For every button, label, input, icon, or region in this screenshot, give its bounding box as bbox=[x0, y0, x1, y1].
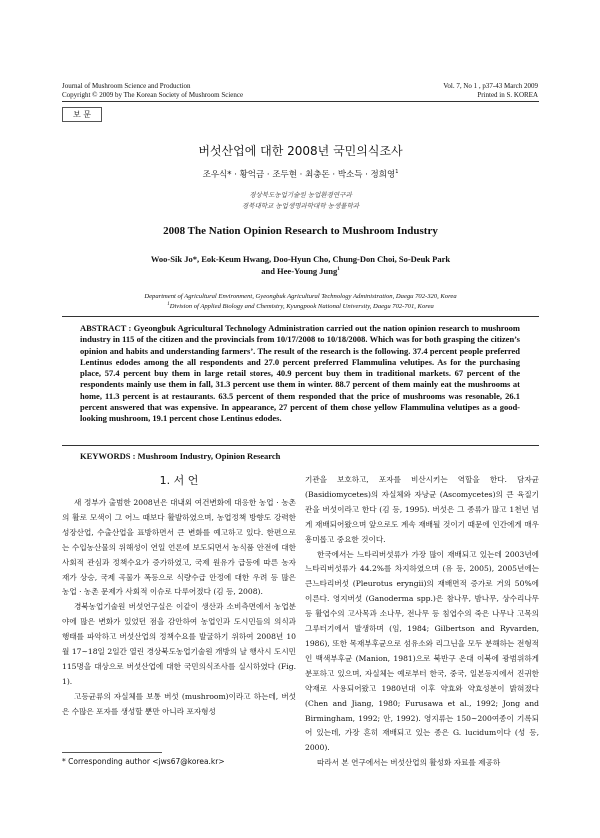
footnote: * Corresponding author <jws67@korea.kr> bbox=[62, 757, 225, 766]
journal-name: Journal of Mushroom Science and Production bbox=[62, 82, 191, 90]
korean-authors-text: 조우식* · 황억금 · 조두현 · 최충돈 · 박소득 · 정희영 bbox=[202, 170, 396, 180]
korean-title: 버섯산업에 대한 2008년 국민의식조사 bbox=[198, 144, 403, 158]
english-affil-2-text: Division of Applied Biology and Chemistry, Kyungpook National University, Daegu 702-701, Korea bbox=[169, 303, 434, 311]
left-paragraph-1: 새 정부가 출범한 2008년은 대내외 여건변화에 대응한 농업 · 농촌의 활로 모색이 그 어느 때보다 활발하였으며, 농업정책 방향도 강력한 성장산업, 수출산업을 표방하면서 큰 변화를 예고하고 있다. 한편으로는 수입농산물의 위해성이 연일 언론에 보도되면서 농식품 안전에 대한 사회적 관심과 정책수요가 증가하였고, 국제 원유가 급등에 따른 농자재가 상승, 국제 곡물가 폭등으로 식량수급 안정에 대한 우려 등 많은 농업 · 농촌 문제가 사회적 이슈로 다루어졌다 (김 등, 2008). bbox=[62, 498, 296, 597]
header-rule bbox=[62, 101, 539, 102]
english-affil-2-sup: 1 bbox=[167, 302, 170, 307]
left-column bbox=[62, 496, 296, 720]
volume-info: Vol. 7, No 1 , p37-43 March 2009 bbox=[443, 82, 538, 90]
abstract-bottom-rule bbox=[62, 445, 539, 446]
left-paragraph-3: 고등균류의 자실체를 보통 버섯 (mushroom)이라고 하는데, 버섯은 수많은 포자를 생성할 뿐만 아니라 포자형성 bbox=[62, 691, 296, 716]
footnote-rule bbox=[62, 752, 162, 753]
right-paragraph-1: 기관을 보호하고, 포자를 비산시키는 역할을 한다. 담자균 (Basidiomycetes)의 자실체와 자낭균 (Ascomycetes)의 큰 육질기관을 버섯이라고 한다 (김 등, 1995). 버섯은 그 종류가 많고 1천년 넘게 재배되어왔으며 앞으로도 계속 재배될 것이기 때문에 인간에게 매우 흥미롭고 중요한 것이다. bbox=[305, 475, 539, 544]
copyright: Copyright © 2009 by The Korean Society of Mushroom Science bbox=[62, 91, 244, 99]
korean-affil-2: 경북대학교 농업생명과학대학 농생물학과 bbox=[241, 202, 360, 210]
section-heading: 1. 서 언 bbox=[159, 474, 199, 487]
english-authors-line2 bbox=[62, 266, 539, 276]
right-paragraph-3: 따라서 본 연구에서는 버섯산업의 활성화 자료를 제공하 bbox=[317, 758, 501, 768]
english-title: 2008 The Nation Opinion Research to Mushroom Industry bbox=[163, 225, 438, 237]
english-affil-2 bbox=[62, 302, 539, 310]
article-type-badge: 보 문 bbox=[62, 107, 102, 122]
korean-authors bbox=[62, 168, 539, 180]
korean-authors-sup: 1 bbox=[395, 169, 399, 176]
keywords: KEYWORDS : Mushroom Industry, Opinion Research bbox=[80, 451, 281, 461]
english-affil-1: Department of Agricultural Environment, Gyeongbuk Agricultural Technology Administration, Daegu 702-320, Korea bbox=[144, 293, 457, 300]
english-authors-line2-text: and Hee-Young Jung bbox=[261, 266, 338, 276]
printed-in: Printed in S. KOREA bbox=[477, 91, 538, 99]
abstract-top-rule bbox=[62, 316, 539, 317]
korean-affil-1: 경상북도농업기술원 농업환경연구과 bbox=[249, 191, 352, 199]
english-authors-sup: 1 bbox=[337, 267, 340, 273]
left-paragraph-2: 경북농업기술원 버섯연구실은 이같이 생산과 소비측면에서 농업분야에 많은 변화가 있었던 점을 감안하여 농업인과 도시민들의 의식과 행태를 파악하고 버섯산업의 정책수요를 발굴하기 위하여 2008년 10월 17~18일 2일간 열린 경상북도농업기술원 개방의 날 행사시 도시민 115명을 대상으로 버섯산업에 대한 국민의식조사를 실시하였다 (Fig. 1). bbox=[62, 602, 296, 686]
abstract: ABSTRACT : Gyeongbuk Agricultural Technology Administration carried out the nation opinion research to mushroom industry in 115 of the citizen and the provincials from 10/17/2008 to 10/18/2008. Which was for both grasping the citizen’s opinion and habits and understanding farmers’. The result of the research is the following. 37.4 percent people preferred Lentinus edodes among the all respondents and 27.0 percent preferred Flammulina velutipes. As for the purchasing place, 57.4 percent buy them in large retail stores, 40.9 percent buy them in traditional markets. 67 percent of the respondents mainly use them in fall, 31.3 percent use them in winter. 88.7 percent of them mainly eat the mushrooms at home, 11.3 percent is at restaurants. 63.5 percent of them responded that the price of mushrooms was resonable, 26.1 percent answered that was expensive. In appearance, 27 percent of them chose yellow Flammulina velutipes as a good-looking mushroom, 19.1 percent chose Lentinus edodes. bbox=[80, 323, 520, 424]
right-column bbox=[305, 473, 539, 771]
right-paragraph-2: 한국에서는 느타리버섯류가 가장 많이 재배되고 있는데 2003년에 느타리버섯류가 44.2%를 차지하였으며 (유 등, 2005), 2005년에는 큰느타리버섯 (Pleurotus eryngii)의 재배면적 증가로 거의 50%에 이른다. 영지버섯 (Ganoderma spp.)은 참나무, 밤나무, 상수리나무 등 활엽수의 고사목과 소나무, 전나무 등 침엽수의 죽은 나무나 고목의 그루터기에서 발생하며 (임, 1984; Gilbertson and Ryvarden, 1986), 또한 목재부후균으로 섬유소와 리그닌을 모두 분해하는 전형적인 백색부후균 (Manion, 1981)으로 북반구 온대 이북에 광범위하게 분포하고 있으며, 자실체는 예로부터 한국, 중국, 일본등지에서 진귀한 약재로 사용되어왔고 1980년대 이후 약효와 약효성분이 밝혀졌다 (Chen and Jiang, 1980; Furusawa et al., 1992; Jong and Birmingham, 1992; 안, 1992). 영지류는 150~200여종이 기록되어 있는데, 가장 흔히 재배되고 있는 종은 G. lucidum이다 (성 등, 2000). bbox=[305, 549, 539, 753]
english-authors-line1: Woo-Sik Jo*, Eok-Keum Hwang, Doo-Hyun Cho, Chung-Don Choi, So-Deuk Park bbox=[150, 254, 451, 264]
